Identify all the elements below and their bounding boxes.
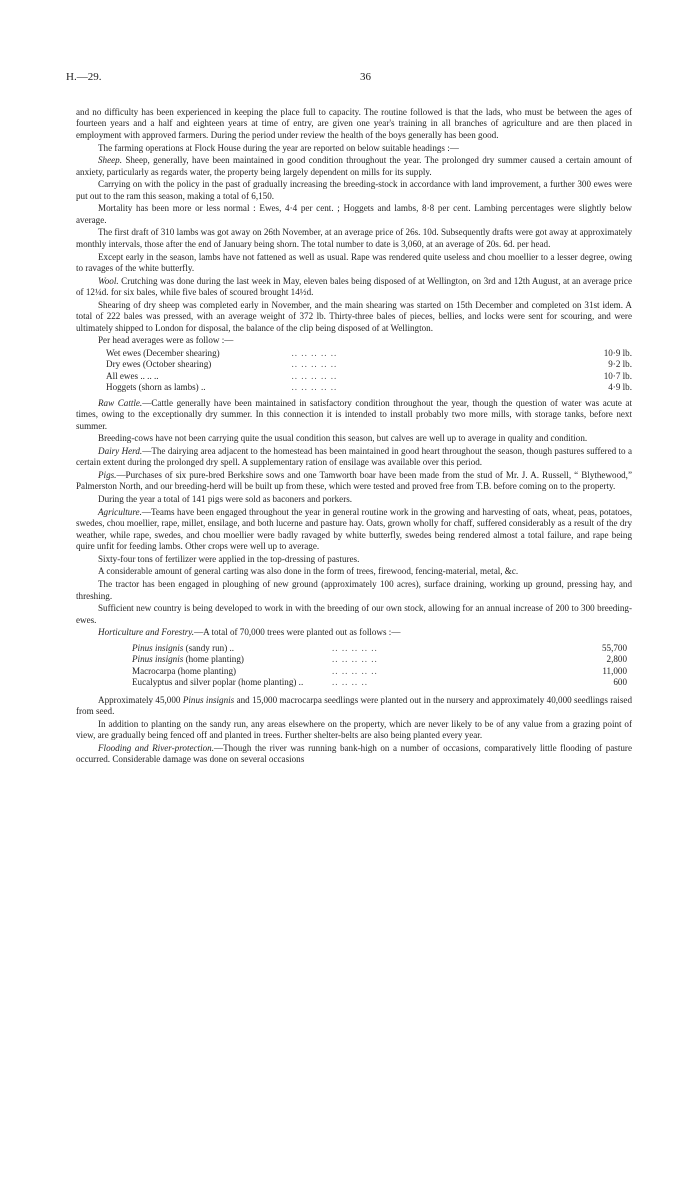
tree-count: 600 (613, 677, 627, 688)
horticulture-paragraph: Approximately 45,000 Pinus insignis and 15,000 macrocarpa seedlings were planted out in the nursery and approximately 40,000 seedlings raised from seed. (76, 694, 632, 716)
tree-species (132, 654, 332, 665)
species-note: (sandy run) .. (183, 642, 235, 653)
average-value: 10·7 lb. (603, 370, 632, 381)
wool-average-row (92, 371, 632, 382)
dot-leader: .. .. .. .. .. (332, 642, 378, 653)
dot-leader: .. .. .. .. (332, 677, 369, 688)
dot-leader: .. .. .. .. .. (291, 359, 338, 370)
average-value: 10·9 lb. (603, 347, 632, 358)
tree-species (132, 643, 332, 654)
wool-average-row (92, 359, 632, 370)
section-heading-horticulture: Horticulture and Forestry. (98, 627, 195, 638)
tree-row (132, 643, 627, 654)
flooding-paragraph: Flooding and River-protection.—Though the river was running bank-high on a number of occasions, comparatively little flooding of pasture occurred. Considerable damage was done on several occasions (76, 742, 632, 765)
section-heading-flooding: Flooding and River-protection. (98, 742, 214, 753)
parliamentary-paper-ref: H.—29. (66, 71, 102, 83)
pigs-paragraph: Pigs.—Purchases of six pure-bred Berkshire sows and one Tamworth boar have been made from the stud of Mr. J. A. Russell, “ Blythewood,” Palmerston North, and our breeding-herd will be built up from these, which were tested and proved free from T.B. before coming on to the property. (76, 470, 632, 492)
trees-planted-table (132, 643, 627, 689)
dot-leader: .. .. .. .. .. (332, 665, 378, 676)
wool-paragraph: Shearing of dry sheep was completed early in November, and the main shearing was started on 15th December and completed on 31st idem. A total of 222 bales was pressed, with an average weight of 372 lb. Thirty-three bales of pieces, bellies, and locks were sent for scouring, and were ultimately shipped to London for disposal, the balance of the clip being disposed of at Wellington. (76, 299, 632, 333)
intro-paragraph: The farming operations at Flock House during the year are reported on below suitable headings :— (98, 142, 459, 153)
pigs-paragraph: During the year a total of 141 pigs were sold as baconers and porkers. (98, 494, 353, 505)
tree-row (132, 666, 627, 677)
section-heading-pigs: Pigs. (98, 470, 117, 481)
species-note: Eucalyptus and silver poplar (home planting) .. (132, 677, 304, 688)
wool-paragraph: Wool. Crutching was done during the last week in May, eleven bales being disposed of at Wellington, on 3rd and 12th August, at an average price of 12¼d. for six bales, while five bales of scoured brought 14½d. (76, 275, 632, 298)
report-body (76, 107, 632, 767)
section-heading-wool: Wool. (98, 275, 119, 286)
average-label: Dry ewes (October shearing) (106, 359, 212, 370)
sheep-paragraph: The first draft of 310 lambs was got away on 26th November, at an average price of 26s. 10d. Subsequently drafts were got away at approximately monthly intervals, those after the end of January being shorn. The total number to date is 3,060, at an average of 20s. 6d. per head. (76, 227, 632, 249)
page-number: 36 (360, 71, 371, 83)
cattle-paragraph: Breeding-cows have not been carrying quite the usual condition this season, but calves are well up to average in quality and condition. (98, 433, 588, 444)
horticulture-paragraph: In addition to planting on the sandy run, any areas elsewhere on the property, which are never likely to be of any value from a grazing point of view, are gradually being fenced off and planted in trees. Further shelter-belts are also being planted every year. (76, 718, 632, 741)
species-name: Pinus insignis (132, 654, 184, 665)
section-heading-cattle: Raw Cattle. (98, 397, 143, 408)
tree-count: 55,700 (601, 642, 627, 653)
section-heading-sheep: Sheep. (98, 155, 122, 166)
agriculture-paragraph: Sixty-four tons of fertilizer were applied in the top-dressing of pastures. (98, 553, 360, 564)
dairy-paragraph: Dairy Herd.—The dairying area adjacent to the homestead has been maintained in good heart throughout the season, though pastures suffered to a certain extent during the prolonged dry spell. A supplementary ration of ensilage was available over this period. (76, 445, 632, 468)
tree-row (132, 677, 627, 688)
average-label: All ewes .. .. .. (106, 370, 159, 381)
agriculture-paragraph: A considerable amount of general carting was also done in the form of trees, firewood, fencing-material, metal, &c. (98, 566, 519, 577)
species-name: Pinus insignis (132, 642, 184, 653)
wool-averages-intro: Per head averages were as follow :— (98, 335, 234, 346)
wool-averages-table (92, 348, 632, 394)
section-heading-dairy: Dairy Herd. (98, 445, 143, 456)
tree-count: 11,000 (602, 665, 627, 676)
page-header (66, 72, 634, 86)
dot-leader: .. .. .. .. .. (291, 382, 338, 393)
wool-average-row (92, 382, 632, 393)
wool-average-row (92, 348, 632, 359)
tree-count: 2,800 (606, 654, 627, 665)
sheep-paragraph: Sheep. Sheep, generally, have been maintained in good condition throughout the year. The prolonged dry summer caused a certain amount of anxiety, particularly as regards water, the property being largely dependent on mills for its supply. (76, 155, 632, 177)
agriculture-paragraph: Agriculture.—Teams have been engaged throughout the year in general routine work in the growing and harvesting of oats, wheat, peas, potatoes, swedes, chou moellier, rape, millet, ensilage, and both lucerne and pasture hay. Oats, grown wholly for chaff, suffered considerably as a result of the dry weather, while rape, swedes, and chou moellier were badly ravaged by white butterfly, swedes being rendered almost a total failure, and rape being quire unfit for feeding lambs. Other crops were well up to average. (76, 506, 632, 552)
average-value: 4·9 lb. (608, 382, 632, 393)
dot-leader: .. .. .. .. .. (291, 347, 338, 358)
tree-species (132, 677, 332, 688)
tree-row (132, 654, 627, 665)
agriculture-paragraph: The tractor has been engaged in ploughing of new ground (approximately 100 acres), surface draining, working up ground, pressing hay, and threshing. (76, 579, 632, 601)
tree-species (132, 666, 332, 677)
intro-paragraph: and no difficulty has been experienced in keeping the place full to capacity. The routine followed is that the lads, who must be between the ages of fourteen years and a half and eighteen years at time of entry, are given one year's training in all branches of agriculture and are then placed in employment with approved farmers. During the period under review the health of the boys generally has been good. (76, 107, 632, 140)
species-note: (home planting) (183, 654, 244, 665)
average-label: Hoggets (shorn as lambs) .. (106, 382, 206, 393)
dot-leader: .. .. .. .. .. (291, 370, 338, 381)
sheep-paragraph: Carrying on with the policy in the past of gradually increasing the breeding-stock in accordance with land improvement, a further 300 ewes were put out to the ram this season, making a total of 6,150. (76, 179, 632, 201)
agriculture-paragraph: Sufficient new country is being developed to work in with the breeding of our own stock, allowing for an annual increase of 200 to 300 breeding-ewes. (76, 603, 632, 625)
cattle-paragraph: Raw Cattle.—Cattle generally have been maintained in satisfactory condition throughout the year, though the question of water was acute at times, owing to the exceptionally dry summer. In this connection it is intended to install probably two more mills, with storage tanks, before next summer. (76, 397, 632, 431)
average-value: 9·2 lb. (608, 359, 632, 370)
species-note: Macrocarpa (home planting) (132, 665, 237, 676)
average-label: Wet ewes (December shearing) (106, 347, 220, 358)
horticulture-paragraph: Horticulture and Forestry.—A total of 70,000 trees were planted out as follows :— (98, 627, 401, 638)
sheep-paragraph: Except early in the season, lambs have not fattened as well as usual. Rape was rendered quite useless and chou moellier to a lesser degree, owing to ravages of the white butterfly. (76, 251, 632, 274)
section-heading-agriculture: Agriculture. (98, 506, 142, 517)
dot-leader: .. .. .. .. .. (332, 654, 378, 665)
sheep-paragraph: Mortality has been more or less normal : Ewes, 4·4 per cent. ; Hoggets and lambs, 8·8 per cent. Lambing percentages were slightly below average. (76, 203, 632, 225)
